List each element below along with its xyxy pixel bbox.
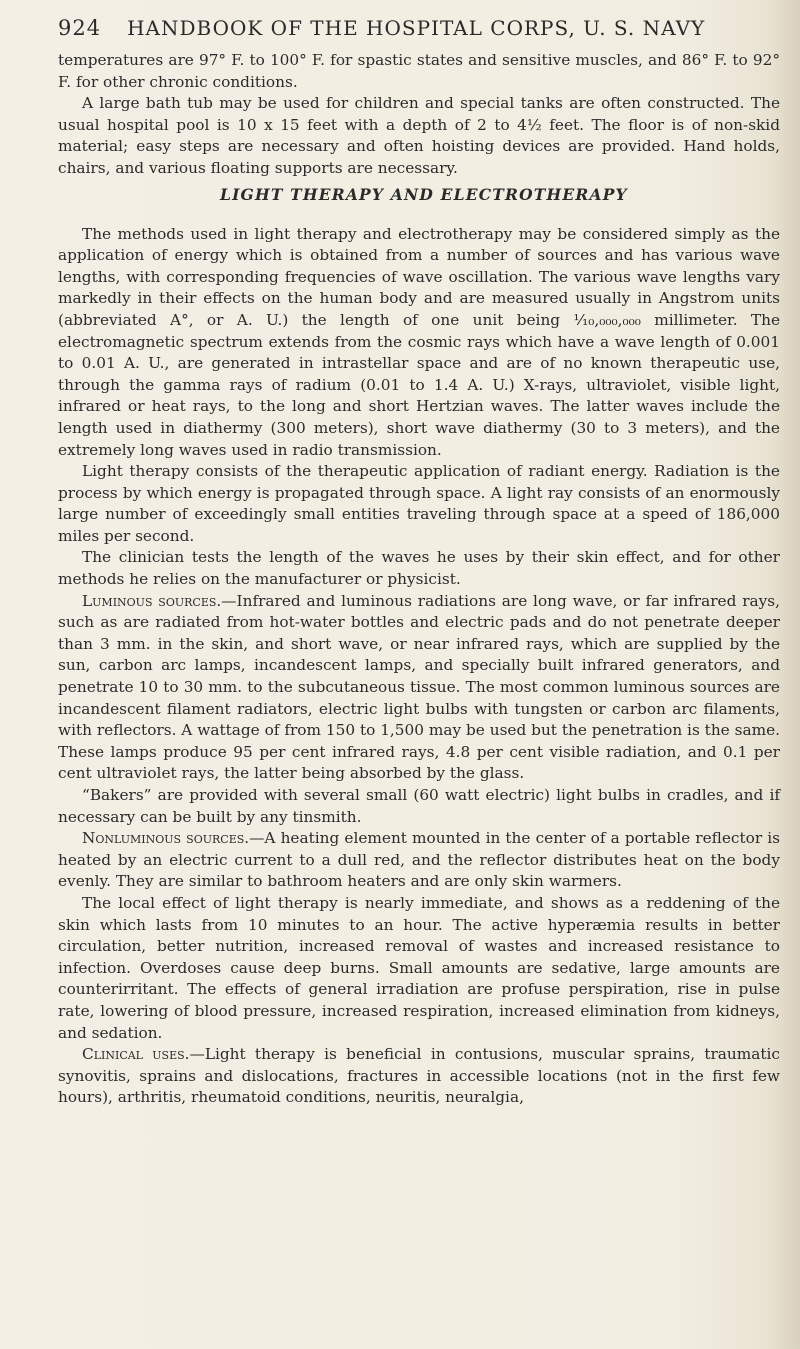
page-body — [58, 50, 780, 1109]
nonluminous-sources-heading: Nonluminous sources. — [82, 829, 250, 848]
running-header — [58, 8, 778, 48]
paragraph-light-therapy: Light therapy consists of the therapeutic application of radiant energy. Radiation is the process by which energy is propagated through space. A light ray consists of an enormously large number of exceedingly small entities traveling through space at a speed of 186,000 miles per second. — [58, 462, 780, 545]
luminous-sources-text: —Infrared and luminous radiations are long wave, or far infrared rays, such as are radiated from hot-water bottles and electric pads and do not penetrate deeper than 3 mm. in the skin, and short wave, or near infrared rays, which are supplied by the sun, carbon arc lamps, incandescent lamps, and specially built infrared generators, and penetrate 10 to 30 mm. to the subcutaneous tissue. The most common luminous sources are incandescent filament radiators, electric light bulbs with tungsten or carbon arc filaments, with reflectors. A wattage of from 150 to 1,500 may be used but the penetration is the same. These lamps produce 95 per cent infrared rays, 4.8 per cent visible radiation, and 0.1 per cent ultraviolet rays, the latter being absorbed by the glass. — [58, 591, 780, 783]
clinical-uses-text: —Light therapy is beneficial in contusions, muscular sprains, traumatic synovitis, sprains and dislocations, fractures in accessible locations (not in the first few hours), arthritis, rheumatoid conditions, neuritis, neuralgia, — [58, 1045, 781, 1107]
paragraph-bakers: “Bakers” are provided with several small (60 watt electric) light bulbs in cradles, and if necessary can be built by any tinsmith. — [58, 786, 780, 826]
paragraph-local-effect: The local effect of light therapy is nearly immediate, and shows as a reddening of the skin which lasts from 10 minutes to an hour. The active hyperæmia results in better circulation, better nutrition, increased removal of wastes and increased resistance to infection. Overdoses cause deep burns. Small amounts are sedative, large amounts are counterirritant. The effects of general irradiation are profuse perspiration, rise in pulse rate, lowering of blood pressure, increased respiration, increased elimination from kidneys, and sedation. — [58, 893, 780, 1042]
paragraph-clinical-uses — [58, 1044, 780, 1109]
paragraph-luminous-sources — [58, 591, 780, 785]
running-title: HANDBOOK OF THE HOSPITAL CORPS, U. S. NAVY — [127, 16, 706, 40]
clinical-uses-heading: Clinical uses. — [82, 1045, 190, 1064]
paragraph-methods: The methods used in light therapy and electrotherapy may be considered simply as the application of energy which is obtained from a number of sources and has various wave lengths, with corresponding frequencies of wave oscillation. The various wave lengths vary markedly in their effects on the human body and are measured usually in Angstrom units (abbreviated A°, or A. U.) the length of one unit being ⅟₁₀,₀₀₀,₀₀₀ millimeter. The electromagnetic spectrum extends from the cosmic rays which have a wave length of 0.001 to 0.01 A. U., are generated in intrastellar space and are of no known therapeutic use, through the gamma rays of radium (0.01 to 1.4 A. U.) X-rays, ultraviolet, visible light, infrared or heat rays, to the long and short Hertzian waves. The latter waves include the length used in diathermy (300 meters), short wave diathermy (30 to 3 meters), and the extremely long waves used in radio transmission. — [58, 224, 780, 459]
paragraph-bath-tub: A large bath tub may be used for children and special tanks are often constructed. The usual hospital pool is 10 x 15 feet with a depth of 2 to 4½ feet. The floor is of non-skid material; easy steps are necessary and often hoisting devices are provided. Hand holds, chairs, and various floating supports are necessary. — [58, 94, 780, 177]
paragraph-clinician: The clinician tests the length of the waves he uses by their skin effect, and for other methods he relies on the manufacturer or physicist. — [58, 548, 780, 589]
nonluminous-sources-text: —A heating element mounted in the center of a portable reflector is heated by an electric current to a dull red, and the reflector distributes heat on the body evenly. They are similar to bathroom heaters and are only skin warmers. — [58, 829, 780, 891]
paragraph-nonluminous-sources — [58, 828, 780, 893]
section-title: LIGHT THERAPY AND ELECTROTHERAPY — [220, 184, 628, 204]
page-number: 924 — [58, 16, 102, 40]
luminous-sources-heading: Luminous sources. — [82, 591, 222, 610]
paragraph-pool-temperatures: temperatures are 97° F. to 100° F. for spastic states and sensitive muscles, and 86° F. to 92° F. for other chronic conditions. — [58, 51, 780, 91]
